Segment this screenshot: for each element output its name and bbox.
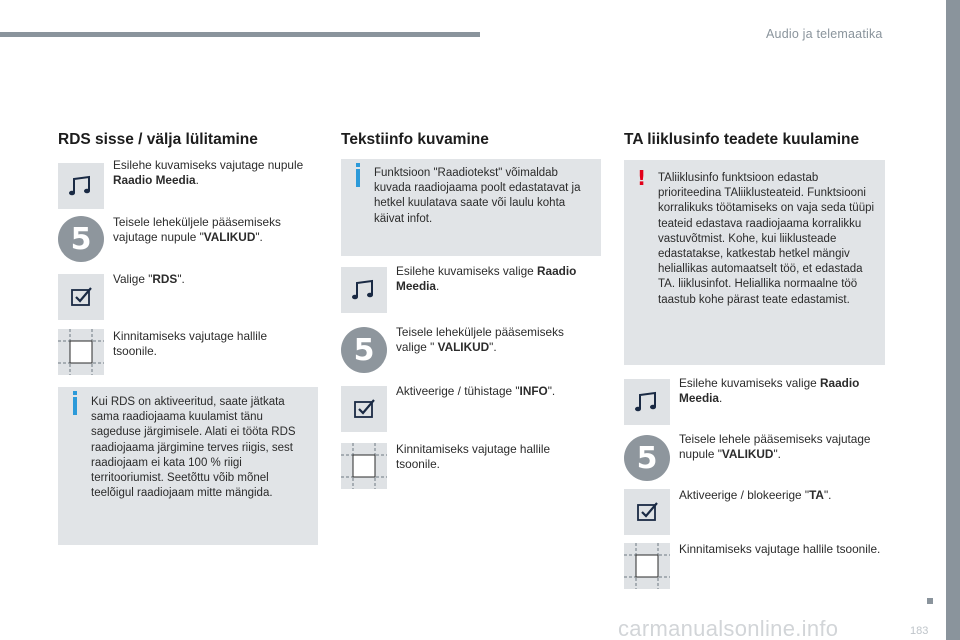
- col3-step1-text: Esilehe kuvamiseks valige Raadio Meedia.: [679, 376, 860, 405]
- music-note-icon: [341, 267, 387, 313]
- col3-title: TA liiklusinfo teadete kuulamine: [624, 131, 860, 148]
- col2-info-text: Funktsioon "Raadiotekst" võimaldab kuvada raadiojaama poolt edastatavat ja hetkel kuulatava saate või laulu kohta käivat infot.: [374, 167, 581, 225]
- checkbox-icon: [624, 489, 670, 535]
- page-marker: [927, 598, 933, 604]
- col2-info-box: [341, 159, 601, 256]
- col1-info-text: Kui RDS on aktiveeritud, saate jätkata sama raadiojaama kuulamist tänu sageduse järgimisele. Alati ei tööta RDS raadiojaama järgimine terves riigis, sest raadiojaam ei kata 100 % riigi territooriumist. Seetõttu võib mõnel teelõigul raadiojaam mitte mängida.: [91, 396, 296, 500]
- info-icon: [356, 163, 360, 167]
- col1-info-box: [58, 387, 318, 545]
- confirm-grid-icon: [58, 329, 104, 375]
- col3-warning-text: TAliiklusinfo funktsioon edastab prioriteedina TAliiklusteateid. Funktsiooni korralikuks töötamiseks on vaja seda tüüpi teateid edastava raadiojaama korralikku vastuvõtmist. Kohe, kui liiklusteade edastatakse, katkestab hetkel mängiv heliallikas automaatselt töö, et edastada TA. liiklusinfot. Heliallika normaalne töö taastub kohe pärast teate edastamist.: [658, 172, 875, 306]
- col1-step4-text: Kinnitamiseks vajutage hallile tsoonile.: [113, 329, 268, 358]
- confirm-grid-icon: [624, 543, 670, 589]
- step-5-icon: 5: [58, 216, 104, 262]
- col3-warning-box: [624, 160, 885, 365]
- col2-step4-text: Kinnitamiseks vajutage hallile tsoonile.: [396, 442, 551, 471]
- confirm-grid-icon: [341, 443, 387, 489]
- col1-title: RDS sisse / välja lülitamine: [58, 131, 258, 148]
- checkbox-icon: [58, 274, 104, 320]
- info-icon: [73, 391, 77, 395]
- page-number: 183: [910, 625, 929, 637]
- col3-step2-text: Teisele lehele pääsemiseks vajutage nupule "VALIKUD".: [679, 432, 871, 461]
- col1-step1-text: Esilehe kuvamiseks vajutage nupule Raadio Meedia.: [113, 158, 304, 187]
- col2-step2-text: Teisele leheküljele pääsemiseks valige " VALIKUD".: [396, 325, 564, 354]
- col3-step4-text: Kinnitamiseks vajutage hallile tsoonile.: [679, 542, 881, 556]
- checkbox-icon: [341, 386, 387, 432]
- warning-icon: !: [637, 166, 647, 190]
- col2-step1-text: Esilehe kuvamiseks valige Raadio Meedia.: [396, 264, 577, 293]
- col2-step3-text: Aktiveerige / tühistage "INFO".: [396, 384, 556, 398]
- col1-step2-text: Teisele leheküljele pääsemiseks vajutage nupule "VALIKUD".: [113, 215, 281, 244]
- step-5-icon: 5: [624, 435, 670, 481]
- music-note-icon: [58, 163, 104, 209]
- section-title: Audio ja telemaatika: [766, 27, 883, 41]
- side-strip: [946, 0, 960, 640]
- col3-step3-text: Aktiveerige / blokeerige "TA".: [679, 488, 832, 502]
- music-note-icon: [624, 379, 670, 425]
- watermark: carmanualsonline.info: [618, 616, 839, 640]
- step-5-icon: 5: [341, 327, 387, 373]
- top-rule: [0, 32, 480, 37]
- col2-title: Tekstiinfo kuvamine: [341, 131, 489, 148]
- col1-step3-text: Valige "RDS".: [113, 272, 185, 286]
